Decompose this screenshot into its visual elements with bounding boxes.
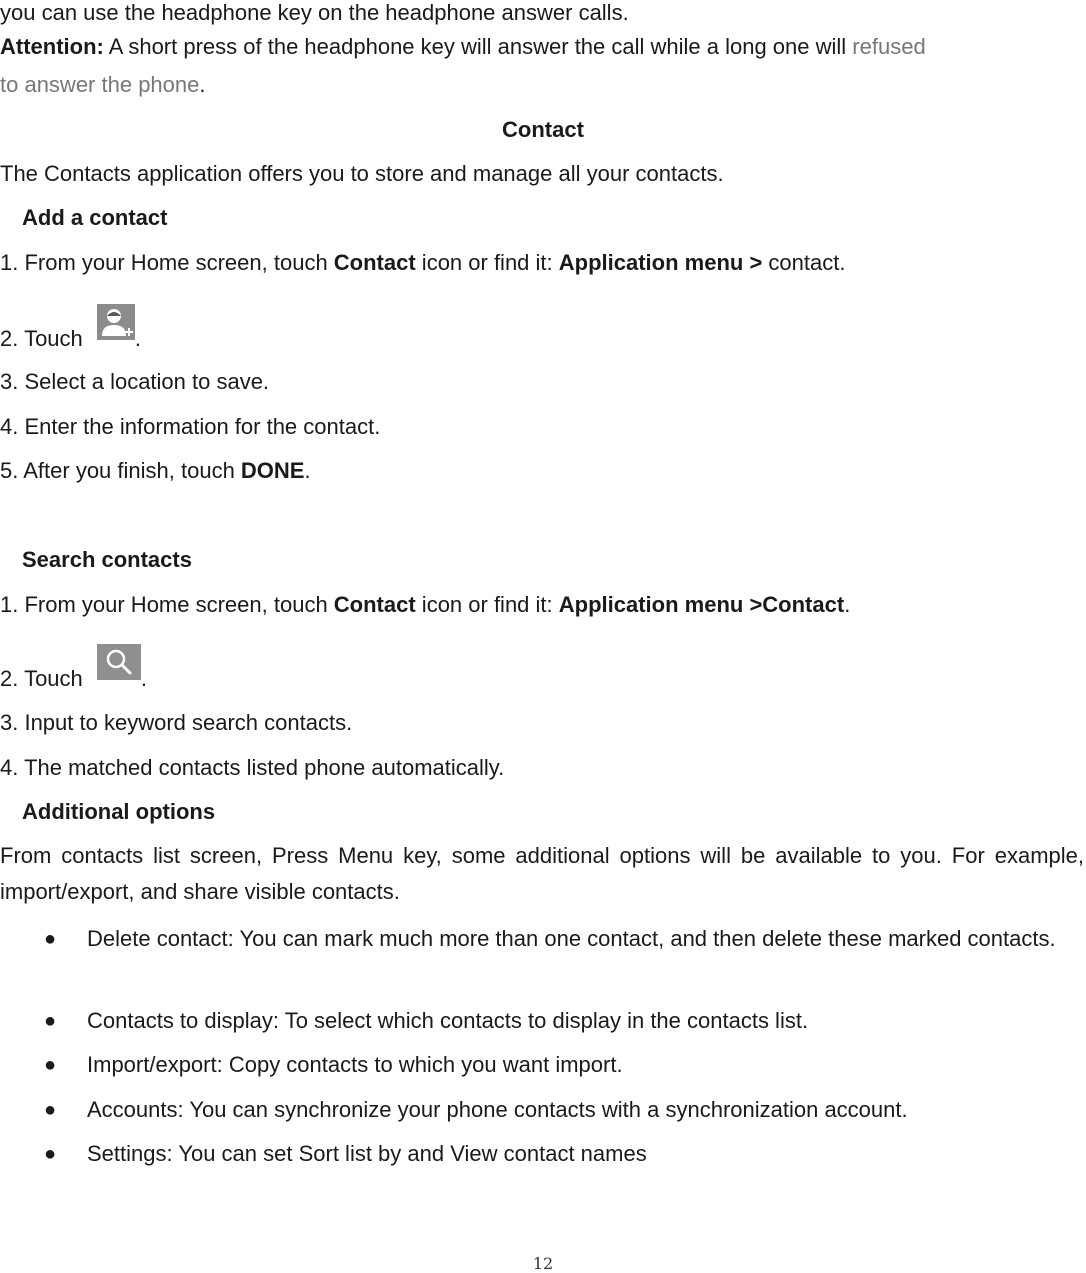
add-contact-icon [97, 304, 135, 340]
list-item-text: Import/export: Copy contacts to which you want import. [87, 1052, 623, 1077]
add-contact-step-1 [0, 250, 845, 276]
step-text: icon or find it: [415, 592, 559, 617]
attention-text: A short press of the headphone key will answer the call while a long one will [103, 34, 853, 59]
attention-label: Attention: [0, 34, 104, 59]
bullet-icon: ● [43, 1054, 57, 1076]
bullet-icon: ● [43, 928, 57, 950]
step-bold-text: Contact [333, 250, 416, 275]
attention-continued-end: . [199, 72, 206, 97]
attention-continued-faded: to answer the phone [0, 72, 200, 97]
additional-options-intro: From contacts list screen, Press Menu key, some additional options will be available to you. For example, import/export, and share visible contacts. [0, 843, 1084, 904]
add-contact-step-4: 4. Enter the information for the contact. [0, 414, 381, 439]
step-text: 1. From your Home screen, touch [0, 592, 334, 617]
step-bold-text: DONE [240, 458, 305, 483]
search-contacts-step-1 [0, 592, 850, 618]
search-contacts-step-3: 3. Input to keyword search contacts. [0, 710, 353, 735]
list-item-text: Accounts: You can synchronize your phone contacts with a synchronization account. [87, 1097, 908, 1122]
attention-faded-text: refused [852, 34, 926, 59]
step-text: . [304, 458, 311, 483]
list-item-text: Settings: You can set Sort list by and View contact names [87, 1141, 647, 1166]
page-number: 12 [532, 1254, 554, 1273]
step-text: . [140, 666, 148, 691]
add-contact-heading: Add a contact [22, 205, 168, 230]
search-contacts-step-4: 4. The matched contacts listed phone automatically. [0, 755, 505, 780]
list-item-text: Contacts to display: To select which contacts to display in the contacts list. [87, 1008, 809, 1033]
bullet-icon: ● [43, 1010, 57, 1032]
step-text: 2. Touch [0, 326, 83, 351]
bullet-icon: ● [43, 1143, 57, 1165]
additional-options-heading: Additional options [22, 799, 216, 824]
search-icon [97, 644, 141, 680]
search-contacts-heading: Search contacts [22, 547, 192, 572]
search-contacts-step-2 [0, 654, 147, 698]
step-bold-text: Contact [333, 592, 416, 617]
step-text: contact. [762, 250, 846, 275]
attention-line-continued [0, 72, 206, 98]
add-contact-step-3: 3. Select a location to save. [0, 369, 270, 394]
intro-line: you can use the headphone key on the headphone answer calls. [0, 0, 629, 25]
add-contact-step-5 [0, 458, 311, 484]
step-text: 2. Touch [0, 666, 83, 691]
step-bold-text: Application menu > [558, 250, 763, 275]
step-text: . [844, 592, 851, 617]
step-bold-text: Application menu >Contact [558, 592, 845, 617]
section-intro: The Contacts application offers you to store and manage all your contacts. [0, 161, 724, 186]
list-item-text: Delete contact: You can mark much more than one contact, and then delete these marked contacts. [87, 926, 1056, 951]
step-text: icon or find it: [415, 250, 559, 275]
step-text: . [134, 326, 142, 351]
section-title: Contact [502, 117, 584, 142]
step-text: 5. After you finish, touch [0, 458, 241, 483]
bullet-icon: ● [43, 1099, 57, 1121]
attention-line [0, 34, 926, 60]
add-contact-step-2 [0, 314, 141, 358]
step-text: 1. From your Home screen, touch [0, 250, 334, 275]
